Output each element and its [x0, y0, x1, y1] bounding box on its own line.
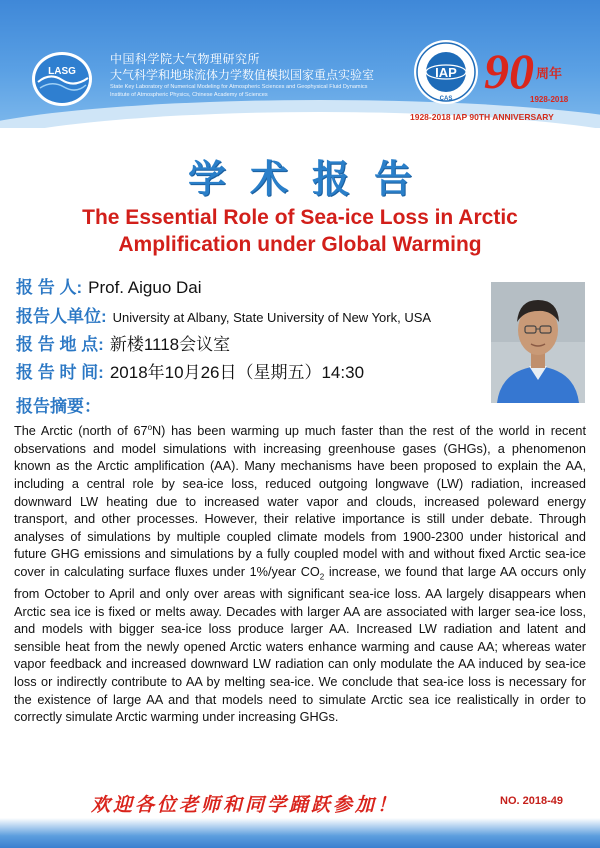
lab-name-cn-line1: 中国科学院大气物理研究所 [110, 52, 261, 66]
abstract-part1: The Arctic (north of 67 [14, 424, 148, 439]
speaker-label: 报 告 人: [16, 278, 83, 297]
main-title: 学术报告 [187, 156, 436, 201]
time-label: 报 告 时 间: [16, 363, 104, 382]
anniversary-caption: 1928-2018 IAP 90TH ANNIVERSARY [410, 112, 554, 122]
lab-name-en-line1: State Key Laboratory of Numerical Modeling for Atmospheric Sciences and Geophysical Fluid Dynamics [110, 84, 368, 90]
welcome-message: 欢迎各位老师和同学踊跃参加！ [90, 794, 399, 816]
anniversary-number: 90 [484, 43, 534, 99]
iap-logo-sub: CAS [439, 96, 453, 102]
location-label: 报 告 地 点: [16, 335, 104, 354]
announcement-number: NO. 2018-49 [500, 795, 563, 807]
iap-logo [413, 37, 479, 107]
abstract-part3: increase, we found that large AA occurs only from October to April and only over areas with significant sea-ice loss. AA largely disappears when Arctic sea ice is fixed or melts away. Decades with larger AA are associated with larger sea-ice loss, and models with bigger sea-ice loss produce larger AA. Increased LW radiation and latent and sensible heat from the newly opened Arctic waters enhance warming and cause AA; whereas water vapor feedback and increased downward LW radiation can only modulate the AA induced by sea-ice loss or indirectly contribute to AA by melting sea-ice. We conclude that sea-ice loss is necessary for the existence of large AA and that models need to simulate Arctic sea ice realistically in order to correctly simulate Arctic warming under increasing GHGs. [14, 564, 586, 725]
affiliation-label: 报告人单位: [16, 307, 107, 326]
time-row [16, 358, 364, 382]
location-value: 新楼1118会议室 [109, 335, 231, 354]
abstract-label: 报告摘要： [16, 397, 101, 416]
talk-title-line1: The Essential Role of Sea-ice Loss in Arctic [82, 206, 518, 229]
footer-band [0, 818, 600, 848]
abstract-text [14, 419, 586, 727]
abstract-heading-row [16, 392, 101, 416]
header-banner [0, 0, 600, 128]
anniversary-90-logo [482, 40, 568, 112]
affiliation-value: University at Albany, State University of New York, USA [112, 310, 432, 325]
location-row [16, 330, 230, 354]
abstract-part2: N) has been warming up much faster than the rest of the world in recent observations and model simulations with increasing greenhouse gases (GHGs), a phenomenon known as the Arctic amplification (AA). Many mechanisms have been proposed to explain the AA, including a central role by sea-ice loss, reduced outgoing longwave (LW) radiation, increased downward LW heating due to increased water vapor and clouds, increased poleward energy transport, and other processes. However, their relative importance is still under debate. Through analyses of simulations by multiple coupled climate models from 1900-2300 under historical and future GHG emissions and simulations by a fully coupled model with and without fixed Arctic sea-ice cover in calculating surface fluxes under 1%/year CO [14, 424, 586, 579]
speaker-row [16, 273, 202, 297]
time-value: 2018年10月26日（星期五）14:30 [109, 363, 365, 382]
speaker-value: Prof. Aiguo Dai [88, 278, 202, 297]
anniversary-char: 周年 [536, 67, 563, 82]
lasg-logo [30, 50, 94, 108]
degree-superscript: o [147, 423, 153, 432]
lasg-logo-text: LASG [48, 66, 76, 77]
lab-name-cn-line2: 大气科学和地球流体力学数值模拟国家重点实验室 [110, 68, 375, 82]
anniversary-years: 1928-2018 [530, 95, 568, 104]
talk-title-line2: Amplification under Global Warming [118, 233, 482, 256]
co2-subscript: 2 [319, 572, 325, 582]
lab-name-en-line2: Institute of Atmospheric Physics, Chinese Academy of Sciences [110, 92, 268, 98]
iap-logo-text: IAP [435, 65, 457, 80]
speaker-photo [491, 282, 585, 403]
affiliation-row [16, 302, 431, 326]
